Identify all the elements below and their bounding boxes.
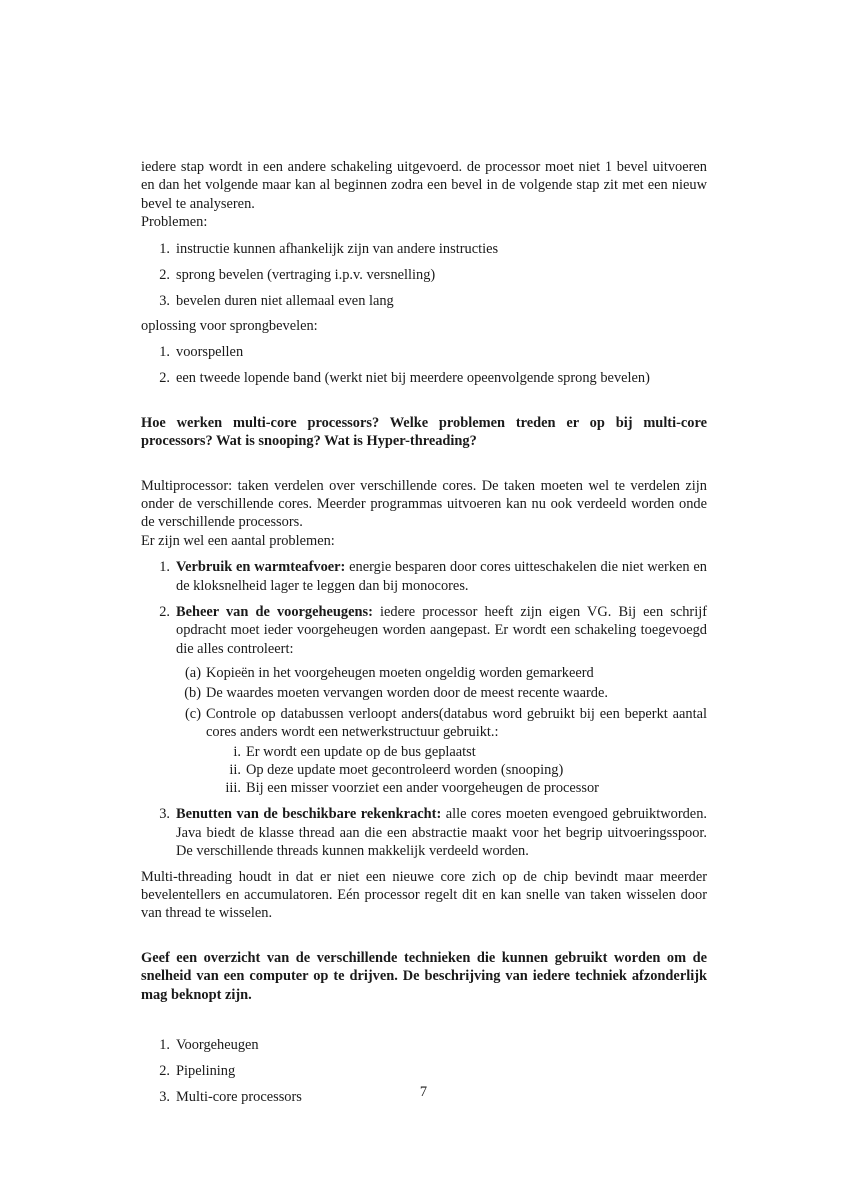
list-item-text: Voorgeheugen — [176, 1037, 259, 1053]
list-marker: 2. — [159, 1063, 170, 1079]
sub-sub-list-item — [206, 779, 707, 797]
list-marker: 1. — [159, 344, 170, 361]
multicore-problems-label: Er zijn wel een aantal problemen: — [141, 532, 335, 549]
list-item — [141, 558, 707, 595]
list-item-text: voorspellen — [176, 344, 244, 361]
list-item-text: Er wordt een update op de bus geplaatst — [246, 743, 476, 760]
list-item-text: iedere processor heeft zijn eigen VG. Bij een schrijf opdracht moet ieder voorgeheugen worden aangepast. Er wordt een schakeling toegevoegd die alles controleert: — [176, 603, 707, 657]
list-marker: 1. — [159, 559, 170, 576]
solutions-list — [141, 343, 707, 387]
list-marker: (c) — [185, 705, 201, 722]
list-item — [141, 240, 707, 258]
list-item-term: Beheer van de voorgeheugens: — [176, 603, 373, 620]
list-marker: 2. — [159, 370, 170, 387]
list-item-text: Controle op databussen verloopt anders(databus word gebruikt bij een beperkt aantal cores anders wordt een netwerkstructuur gebruikt.: — [206, 705, 707, 741]
list-marker: 3. — [159, 1089, 170, 1105]
list-item — [141, 343, 707, 361]
list-item-text: Op deze update moet gecontroleerd worden (snooping) — [246, 761, 564, 778]
list-item — [141, 805, 707, 860]
list-item-text: Multi-core processors — [176, 1089, 302, 1105]
sub-list-item — [176, 664, 707, 682]
problems-list — [141, 240, 707, 310]
sub-list-item — [176, 684, 707, 702]
list-item-text: De waardes moeten vervangen worden door de meest recente waarde. — [206, 685, 608, 702]
page-number: 7 — [419, 1084, 428, 1100]
multithreading-paragraph: Multi-threading houdt in dat er niet een nieuwe core zich op de chip bevindt maar meerder bevelentellers en accumulatoren. Eén processor regelt dit en kan snelle van taken wisselen door van thread te wisselen. — [141, 868, 707, 922]
list-item — [141, 1062, 707, 1080]
sub-sub-list-item — [206, 743, 707, 761]
list-item — [141, 369, 707, 387]
list-item-text: instructie kunnen afhankelijk zijn van andere instructies — [176, 240, 499, 257]
question-multicore: Hoe werken multi-core processors? Welke problemen treden er op bij multi-core processors? Wat is snooping? Wat is Hyper-threading? — [141, 414, 707, 450]
multicore-problems-list — [141, 558, 707, 860]
list-item-text: sprong bevelen (vertraging i.p.v. versnelling) — [176, 266, 436, 283]
list-item — [141, 1036, 707, 1054]
list-marker: 3. — [159, 292, 170, 309]
list-marker: iii. — [225, 780, 241, 797]
list-marker: ii. — [229, 761, 241, 778]
list-marker: (a) — [185, 664, 201, 681]
solutions-label: oplossing voor sprongbevelen: — [141, 318, 318, 335]
sub-sub-list-item — [206, 761, 707, 779]
list-marker: 2. — [159, 603, 170, 620]
sub-list-item — [176, 705, 707, 798]
intro-paragraph: iedere stap wordt in een andere schakeling uitgevoerd. de processor moet niet 1 bevel uitvoeren en dan het volgende maar kan al beginnen zodra een bevel in de volgende stap zit met een nieuw bevel te analyseren. — [141, 159, 707, 212]
list-item — [141, 603, 707, 798]
question-overview: Geef een overzicht van de verschillende technieken die kunnen gebruikt worden om de snelheid van een computer op te drijven. De beschrijving van iedere techniek afzonderlijk mag beknopt zijn. — [141, 949, 707, 1003]
list-item-text: Bij een misser voorziet een ander voorgeheugen de processor — [246, 780, 599, 797]
list-item-term: Benutten van de beschikbare rekenkracht: — [176, 806, 442, 823]
multicore-paragraph: Multiprocessor: taken verdelen over verschillende cores. De taken moeten wel te verdelen zijn onder de verschillende cores. Meerder programmas uitvoeren kan nu ook verdeeld worden onde de verschillende processors. — [141, 477, 707, 531]
sub-list — [176, 664, 707, 798]
list-marker: i. — [233, 743, 241, 760]
sub-sub-list — [206, 743, 707, 798]
problems-label: Problemen: — [141, 214, 208, 231]
page-content — [141, 158, 707, 1106]
list-item-text: bevelen duren niet allemaal even lang — [176, 292, 394, 309]
list-item-text: Pipelining — [176, 1063, 236, 1079]
list-item-text: een tweede lopende band (werkt niet bij meerdere opeenvolgende sprong bevelen) — [176, 370, 650, 387]
list-marker: 1. — [159, 240, 170, 257]
list-item-text: Kopieën in het voorgeheugen moeten ongeldig worden gemarkeerd — [206, 664, 594, 681]
list-item — [141, 292, 707, 310]
list-marker: 2. — [159, 266, 170, 283]
list-item-text: alle cores moeten evengoed gebruiktworden. Java biedt de klasse thread aan die een abstractie maakt voor het begrip uitvoeringsspoor. De verschillende threads kunnen makkelijk verdeeld worden. — [176, 806, 707, 860]
list-marker: 3. — [159, 806, 170, 823]
list-item-text: energie besparen door cores uitteschakelen die niet werken en de kloksnelheid lager te leggen dan bij monocores. — [176, 559, 707, 594]
list-marker: (b) — [184, 685, 201, 702]
list-item — [141, 266, 707, 284]
list-item-term: Verbruik en warmteafvoer: — [176, 559, 346, 576]
list-marker: 1. — [159, 1037, 170, 1053]
